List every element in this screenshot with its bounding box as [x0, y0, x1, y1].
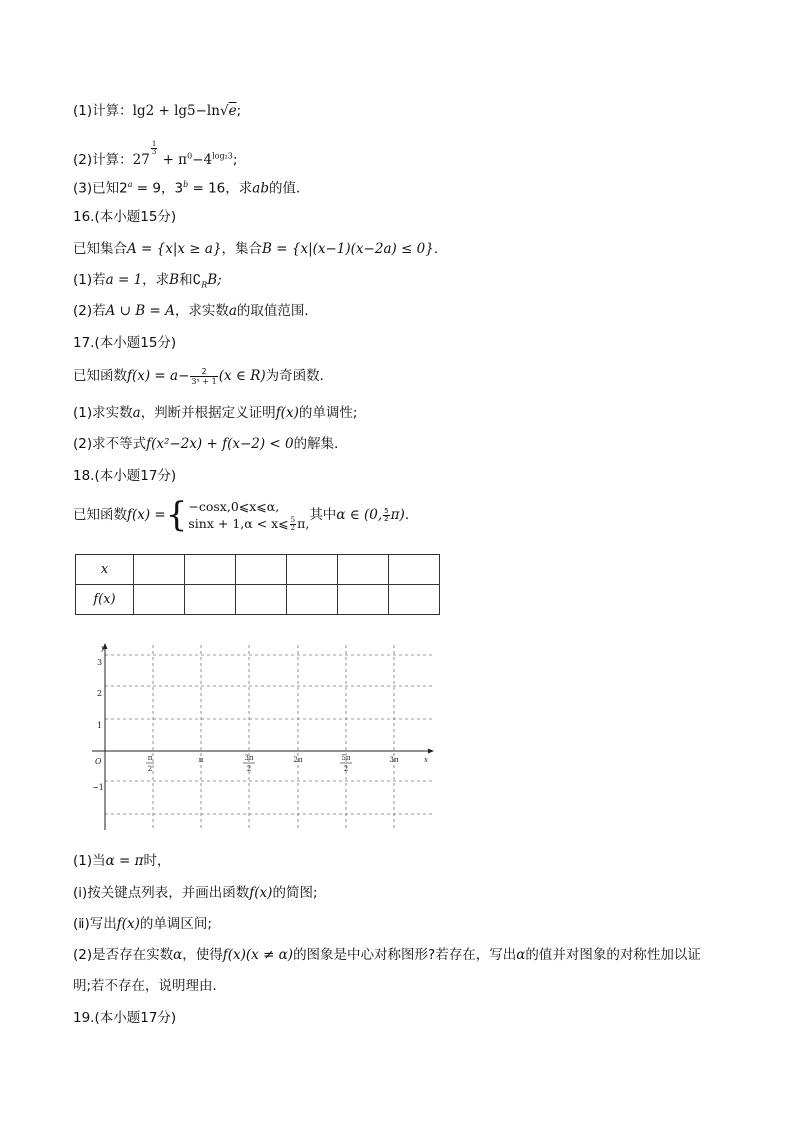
case-fraction-denominator: 2 [290, 524, 296, 532]
fraction-denominator: 3ˣ + 1 [191, 376, 217, 386]
q17-header: 17.(本小题15分) [73, 335, 177, 351]
table-cell[interactable] [338, 555, 389, 585]
q17-p2-b: 的解集． [293, 436, 348, 452]
x-tick-label: 2 [343, 765, 349, 773]
q15-part1-label: (1)计算： [73, 103, 133, 119]
q18-p1i-b: 的简图; [272, 885, 318, 901]
q18-range-b: π)． [390, 507, 419, 523]
q18-function: f(x) = [127, 507, 166, 523]
table-cell[interactable] [389, 585, 440, 615]
x-tick-label: 2π [293, 756, 303, 764]
q18-p2-b: ，使得 [182, 947, 223, 963]
y-tick-label: 2 [97, 689, 103, 698]
q16-part2 [73, 301, 318, 321]
q18-p2-var: α [173, 947, 183, 963]
origin-label: O [95, 757, 102, 766]
q18-range-fraction [383, 508, 389, 523]
q18-stem-b: 其中 [309, 507, 337, 523]
q15-part2-expr [132, 140, 233, 168]
exponent-numerator: 1 [151, 140, 157, 148]
q17-stem-b: 为奇函数． [265, 368, 334, 384]
q16-p1-d: B; [207, 272, 222, 288]
q18-p2-a: (2)是否存在实数 [73, 947, 174, 963]
q18-part1 [73, 851, 171, 871]
four-term: −4 [192, 152, 213, 168]
q15-part2 [73, 141, 237, 170]
q15-part1 [73, 101, 241, 121]
x-tick-label: 2 [246, 765, 252, 773]
y-tick-label: 3 [97, 658, 103, 667]
q18-part2-line2: 明;若不存在，说明理由． [73, 978, 227, 994]
q15-part3-text-d: 的值． [268, 180, 310, 197]
coordinate-grid [88, 640, 440, 832]
table-row-fx [76, 585, 440, 615]
pi-exponent: 0 [187, 151, 193, 161]
table-cell[interactable] [185, 585, 236, 615]
q16-stem-c: ． [433, 241, 448, 257]
q17-domain: (x ∈ R) [218, 368, 266, 384]
table-header-fx: f(x) [76, 585, 134, 615]
grid-lines [105, 645, 434, 830]
q15-part1-suffix: ; [236, 103, 242, 119]
range-fraction-numerator: 5 [384, 506, 389, 515]
q17-p1-a: (1)求实数 [73, 405, 133, 421]
table-header-x: x [76, 555, 134, 585]
q18-range-a: α ∈ (0, [336, 507, 383, 523]
complement-subscript: R [201, 280, 208, 290]
table-cell[interactable] [389, 555, 440, 585]
q17-function: f(x) = a− [127, 368, 190, 384]
case-fraction-numerator: 5 [290, 516, 296, 524]
complement-symbol: ∁ [192, 272, 202, 288]
table-cell[interactable] [236, 555, 287, 585]
x-tick-label: π [198, 756, 204, 764]
y-tick-label: −1 [92, 783, 104, 792]
case-2-b: π, [297, 516, 310, 531]
power-base: 27 [132, 152, 150, 168]
range-fraction-denominator: 2 [384, 514, 389, 523]
q16-stem-a: 已知集合 [73, 241, 127, 257]
q18-p1-b: 时， [143, 853, 171, 869]
q17-p1-fx: f(x) [275, 405, 299, 421]
log-exponent: log₂3 [212, 151, 233, 161]
q17-p2-a: (2)求不等式 [73, 436, 147, 452]
q17-p1-c: 的单调性; [298, 405, 358, 421]
y-tick-label: 1 [97, 721, 103, 730]
table-cell[interactable] [287, 555, 338, 585]
table-row-x [76, 555, 440, 585]
x-tick-label: 2 [147, 765, 153, 773]
q18-part2-line1 [73, 945, 701, 965]
q15-part3 [73, 175, 309, 199]
table-cell[interactable] [185, 555, 236, 585]
q16-stem-b: ，集合 [221, 241, 263, 257]
set-a-definition: A = {x|x ≥ a} [127, 241, 222, 257]
q18-part1-ii [73, 914, 212, 934]
sqrt-symbol: √e [219, 103, 237, 119]
exp-b: b [183, 180, 189, 189]
q15-part3-text-a: (3)已知2 [73, 180, 128, 197]
case-2-fraction [290, 517, 296, 532]
key-points-table [75, 554, 440, 615]
q16-p2-condition: A ∪ B = A [105, 303, 175, 319]
x-tick-label: 3π [244, 754, 254, 762]
q18-p2-var2: α [516, 947, 526, 963]
q17-stem [73, 366, 333, 386]
q16-p1-set-b: B [169, 272, 180, 288]
q15-part2-label: (2)计算： [73, 152, 133, 168]
q17-part2 [73, 434, 348, 454]
x-axis-label: x [424, 756, 428, 764]
q18-p2-d: 的值并对图象的对称性加以证 [525, 947, 701, 963]
sqrt-argument: e [228, 103, 237, 119]
case-2 [188, 515, 309, 532]
piecewise-cases [188, 498, 309, 532]
q16-p1-a: (1)若 [73, 272, 106, 288]
q18-p1i-fx: f(x) [249, 885, 273, 901]
fraction-numerator: 2 [190, 367, 217, 377]
table-cell[interactable] [236, 585, 287, 615]
q17-p1-var: a [132, 405, 141, 421]
q16-p2-b: ，求实数 [174, 303, 229, 319]
q17-p1-b: ，判断并根据定义证明 [140, 405, 276, 421]
q17-stem-a: 已知函数 [73, 368, 127, 384]
q18-stem [73, 497, 418, 533]
y-axis-label: y [101, 644, 105, 652]
q16-p2-c: 的取值范围． [236, 303, 318, 319]
x-tick-labels [146, 754, 399, 773]
q15-part1-expr: lg2 + lg5−ln [132, 103, 220, 119]
q18-p1ii-a: (ⅱ)写出 [73, 916, 117, 932]
q17-inequality: f(x²−2x) + f(x−2) < 0 [146, 436, 294, 452]
q16-p1-c: 和 [179, 272, 193, 288]
left-brace: { [165, 495, 188, 535]
product-ab: ab [252, 180, 269, 197]
q15-part3-text-b: = 9，3 [132, 180, 184, 197]
q16-p1-b: ，求 [142, 272, 170, 288]
table-cell[interactable] [338, 585, 389, 615]
q18-stem-a: 已知函数 [73, 507, 127, 523]
table-cell[interactable] [287, 585, 338, 615]
power-exponent-fraction [151, 141, 157, 156]
q16-p1-condition: a = 1 [105, 272, 143, 288]
q16-p2-var: a [228, 303, 237, 319]
q18-p1ii-fx: f(x) [116, 916, 140, 932]
q17-fraction [190, 367, 217, 386]
q19-header: 19.(本小题17分) [73, 1010, 177, 1026]
q15-part2-suffix: ; [232, 152, 238, 168]
q18-p2-c: 的图象是中心对称图形?若存在，写出 [293, 947, 517, 963]
q18-p2-fx: f(x)(x ≠ α) [222, 947, 294, 963]
exponent-denominator: 3 [151, 148, 157, 156]
q17-part1 [73, 403, 357, 423]
x-axis-arrow-icon [428, 749, 434, 754]
case-1: −cosx,0⩽x⩽α, [188, 499, 280, 514]
table-cell[interactable] [134, 585, 185, 615]
q16-header: 16.(本小题15分) [73, 209, 177, 225]
x-tick-label: 5π [341, 754, 351, 762]
q18-p1-a: (1)当 [73, 853, 106, 869]
set-b-definition: B = {x|(x−1)(x−2a) ≤ 0} [262, 241, 434, 257]
q18-p1i-a: (ⅰ)按关键点列表，并画出函数 [73, 885, 250, 901]
q15-part3-text-c: = 16，求 [188, 180, 253, 197]
q18-header: 18.(本小题17分) [73, 468, 177, 484]
q16-part1 [73, 270, 222, 296]
x-tick-label: π [147, 754, 153, 762]
q16-stem [73, 239, 447, 259]
q16-p2-a: (2)若 [73, 303, 106, 319]
case-2-a: sinx + 1,α < x⩽ [188, 516, 289, 531]
x-tick-label: 3π [389, 756, 399, 764]
q18-part1-i [73, 883, 318, 903]
q18-p1-condition: α = π [105, 853, 144, 869]
q18-p1ii-b: 的单调区间; [139, 916, 212, 932]
table-cell[interactable] [134, 555, 185, 585]
exp-a: a [127, 180, 133, 189]
pi-term: + π [158, 152, 188, 168]
